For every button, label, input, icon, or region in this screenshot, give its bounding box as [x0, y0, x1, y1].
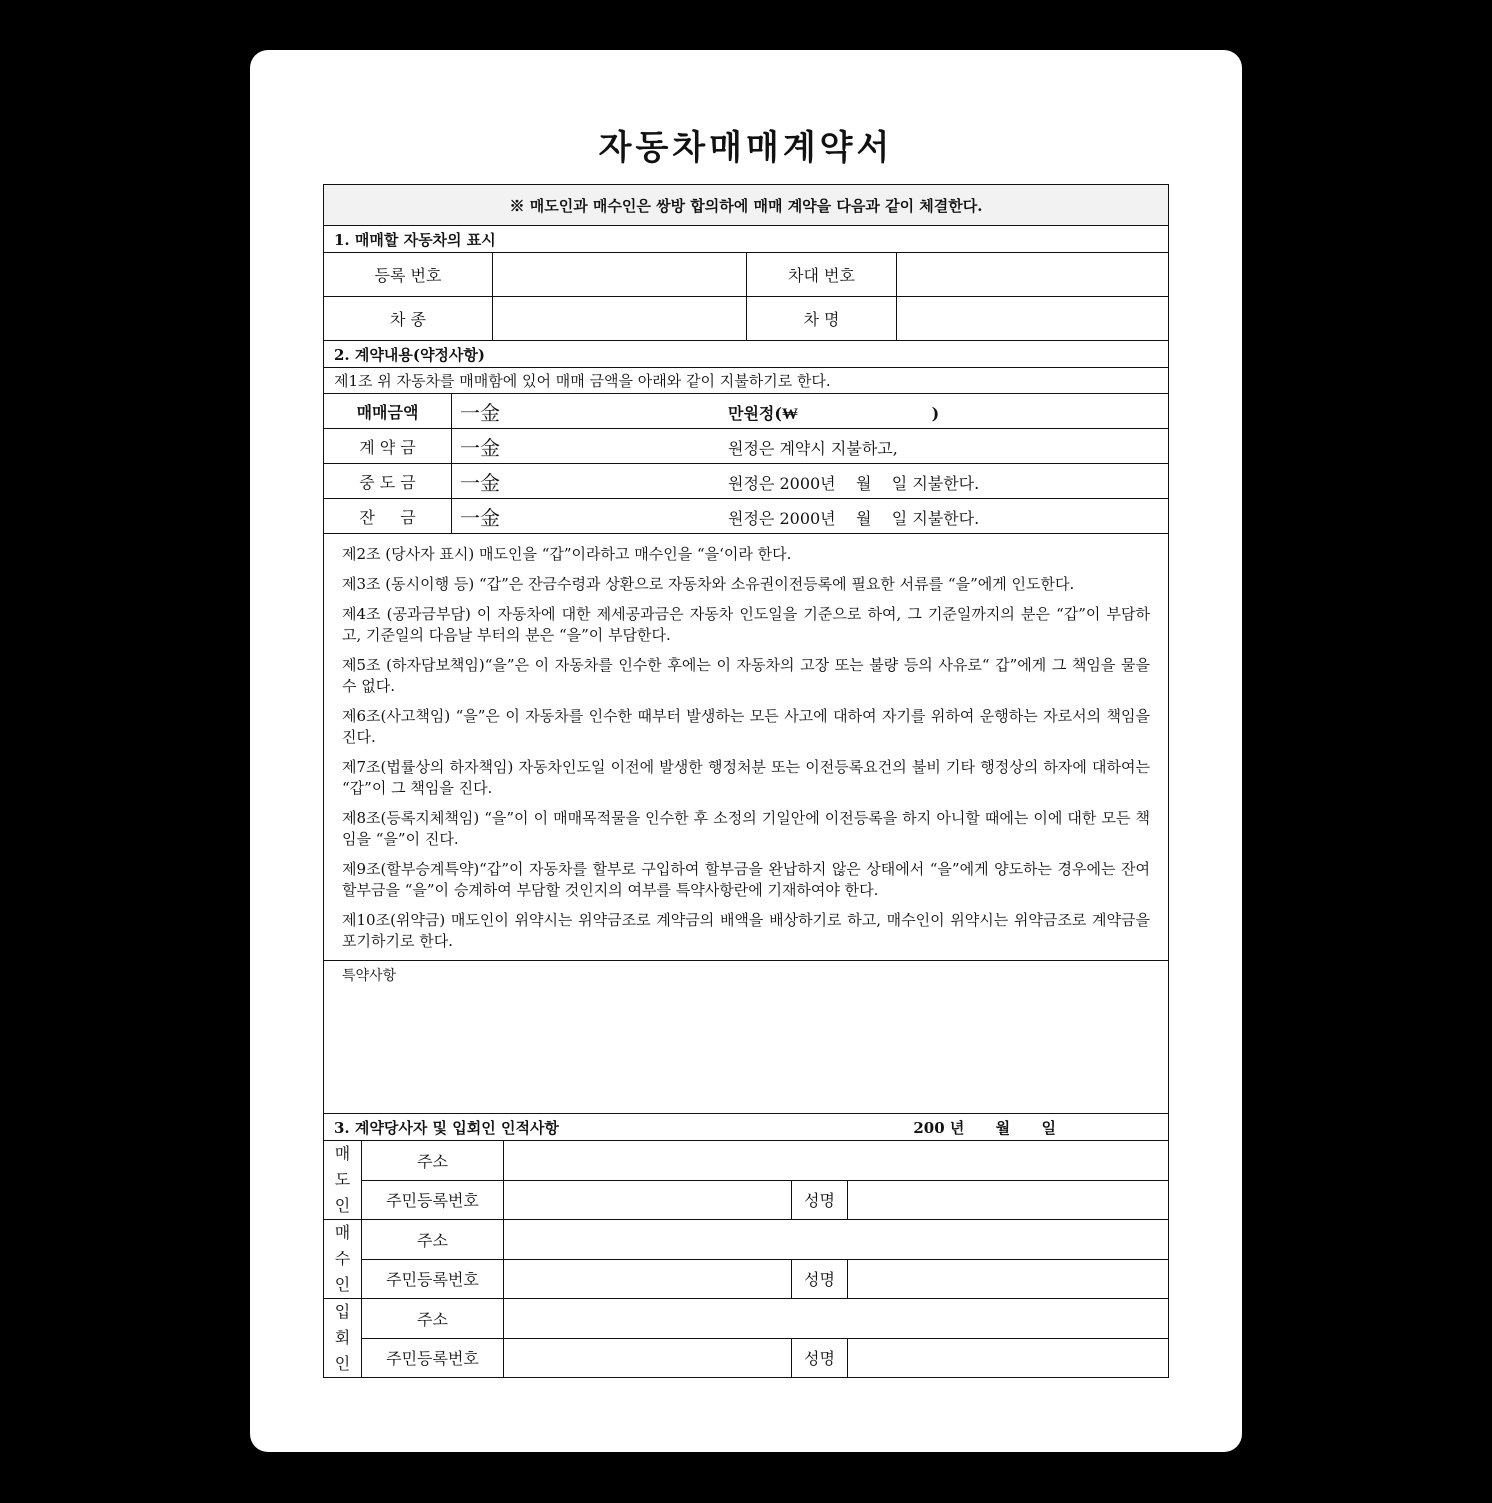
amount-text-interim: 원정은 2000년 월 일 지불한다.: [728, 474, 980, 493]
reg-no-field[interactable]: [493, 253, 747, 297]
buyer-role: 매 수 인: [324, 1220, 362, 1299]
witness-id-field[interactable]: [504, 1338, 792, 1378]
clause-5: 제5조 (하자담보책임)“을”은 이 자동차를 인수한 후에는 이 자동차의 고장 또는 불량 등의 사유로“ 갑”에게 그 책임을 물을 수 없다.: [342, 656, 1150, 695]
amount-label-balance: 잔 금: [324, 499, 452, 534]
kum-mark: 一金: [460, 506, 500, 530]
clause-2: 제2조 (당사자 표시) 매도인을 “갑”이라하고 매수인을 “을‘이라 한다.: [342, 545, 792, 563]
amount-field-balance[interactable]: [452, 499, 1169, 534]
amount-label-deposit: 계 약 금: [324, 429, 452, 464]
witness-id-label: 주민등록번호: [362, 1338, 504, 1378]
buyer-name-label: 성명: [792, 1259, 848, 1299]
kum-mark: 一金: [460, 471, 500, 495]
amount-field-total[interactable]: [452, 394, 1169, 429]
seller-role: 매 도 인: [324, 1141, 362, 1220]
parties-table: [323, 1140, 1169, 1378]
seller-name-field[interactable]: [848, 1180, 1169, 1220]
car-type-field[interactable]: [493, 297, 747, 341]
witness-address-field[interactable]: [504, 1299, 1169, 1339]
buyer-id-field[interactable]: [504, 1259, 792, 1299]
witness-name-field[interactable]: [848, 1338, 1169, 1378]
clause-9: 제9조(할부승계특약)“갑”이 자동차를 할부로 구입하여 할부금을 완납하지 않은 상태에서 “을”에게 양도하는 경우에는 잔여할부금을 “을”이 승계하여 부담할 것인지의 여부를 특약사항란에 기재하여야 한다.: [342, 860, 1150, 899]
special-terms-field[interactable]: [324, 961, 1169, 1114]
amount-text-total: 만원정(₩ ): [728, 404, 940, 423]
amount-text-balance: 원정은 2000년 월 일 지불한다.: [728, 509, 980, 528]
clause-6: 제6조(사고책임) “을”은 이 자동차를 인수한 때부터 발생하는 모든 사고에 대하여 자기를 위하여 운행하는 자로서의 책임을 진다.: [342, 707, 1150, 746]
amount-label-interim: 중 도 금: [324, 464, 452, 499]
section2-heading: 2. 계약내용(약정사항): [324, 341, 1169, 368]
seller-address-label: 주소: [362, 1141, 504, 1181]
clause-7: 제7조(법률상의 하자책임) 자동차인도일 이전에 발생한 행정처분 또는 이전등록요건의 불비 기타 행정상의 하자에 대하여는 “갑”이 그 책임을 진다.: [342, 758, 1150, 797]
clause-4: 제4조 (공과금부담) 이 자동차에 대한 제세공과금은 자동차 인도일을 기준으로 하여, 그 기준일까지의 분은 “갑”이 부담하고, 기준일의 다음날 부터의 분은 “을”이 부담한다.: [342, 605, 1150, 644]
intro-text: ※ 매도인과 매수인은 쌍방 합의하에 매매 계약을 다음과 같이 체결한다.: [324, 185, 1169, 226]
seller-id-label: 주민등록번호: [362, 1180, 504, 1220]
clause-3: 제3조 (동시이행 등) “갑”은 잔금수령과 상환으로 자동차와 소유권이전등록에 필요한 서류를 “을”에게 인도한다.: [342, 575, 1075, 593]
buyer-address-label: 주소: [362, 1220, 504, 1260]
amount-text-deposit: 원정은 계약시 지불하고,: [728, 439, 898, 458]
amount-field-deposit[interactable]: [452, 429, 1169, 464]
section3-heading: 3. 계약당사자 및 입회인 인적사항: [334, 1118, 559, 1137]
clause-10: 제10조(위약금) 매도인이 위약시는 위약금조로 계약금의 배액을 배상하기로 하고, 매수인이 위약시는 위약금조로 계약금을 포기하기로 한다.: [342, 911, 1150, 950]
seller-id-field[interactable]: [504, 1180, 792, 1220]
clause-8: 제8조(등록지체책임) “을”이 이 매매목적물을 인수한 후 소정의 기일안에 이전등록을 하지 아니할 때에는 이에 대한 모든 책임을 “을”이 진다.: [342, 809, 1150, 848]
seller-address-field[interactable]: [504, 1141, 1169, 1181]
contract-date: 200 년 월 일: [913, 1118, 1056, 1137]
vehicle-table: [323, 184, 1169, 394]
document-page: [250, 50, 1242, 1452]
reg-no-label: 등록 번호: [324, 253, 493, 297]
section3-heading-row: [324, 1114, 1169, 1141]
amount-label-total: 매매금액: [324, 394, 452, 429]
buyer-id-label: 주민등록번호: [362, 1259, 504, 1299]
buyer-name-field[interactable]: [848, 1259, 1169, 1299]
section1-heading: 1. 매매할 자동차의 표시: [324, 226, 1169, 253]
contract-form: [323, 184, 1169, 1378]
buyer-address-field[interactable]: [504, 1220, 1169, 1260]
witness-name-label: 성명: [792, 1338, 848, 1378]
witness-role: 입 회 인: [324, 1299, 362, 1378]
article1: 제1조 위 자동차를 매매함에 있어 매매 금액을 아래와 같이 지불하기로 한다.: [324, 368, 1169, 394]
car-name-label: 차 명: [747, 297, 897, 341]
amount-field-interim[interactable]: [452, 464, 1169, 499]
amount-table: [323, 393, 1169, 534]
kum-mark: 一金: [460, 401, 500, 425]
seller-name-label: 성명: [792, 1180, 848, 1220]
chassis-no-label: 차대 번호: [747, 253, 897, 297]
car-type-label: 차 종: [324, 297, 493, 341]
special-terms-label: 특약사항: [342, 968, 397, 984]
witness-address-label: 주소: [362, 1299, 504, 1339]
car-name-field[interactable]: [897, 297, 1169, 341]
page-title: 자동차매매계약서: [598, 128, 894, 168]
clauses-table: [323, 533, 1169, 1141]
kum-mark: 一金: [460, 436, 500, 460]
clauses-cell: [324, 534, 1169, 961]
chassis-no-field[interactable]: [897, 253, 1169, 297]
